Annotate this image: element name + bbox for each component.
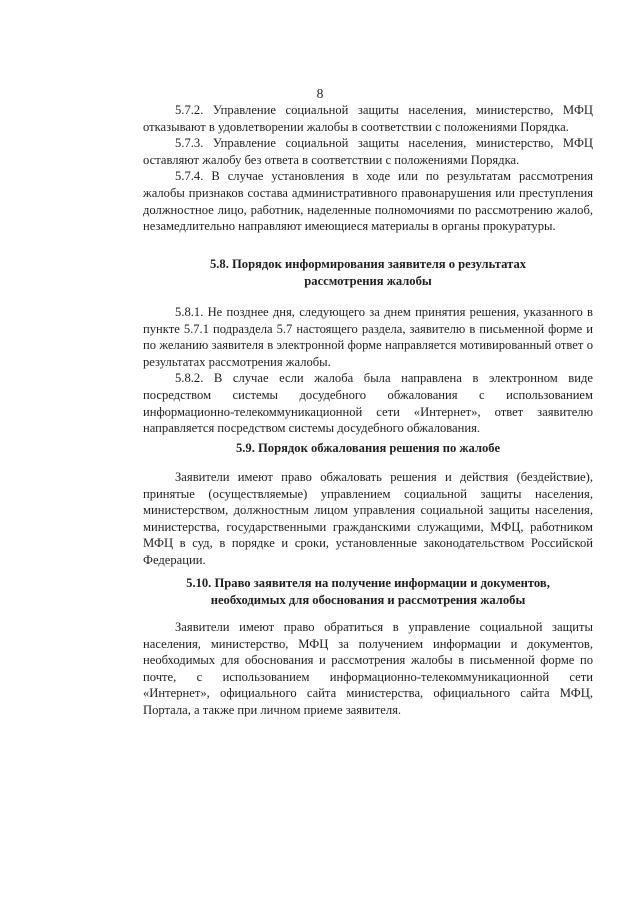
section-5-9-heading: 5.9. Порядок обжалования решения по жалобе [235, 441, 501, 455]
section-5-8-heading-line1: 5.8. Порядок информирования заявителя о результатах [209, 257, 527, 271]
section-5-8-heading [143, 256, 593, 289]
paragraph-5-8-1: 5.8.1. Не позднее дня, следующего за днем принятия решения, указанного в пункте 5.7.1 подраздела 5.7 настоящего раздела, заявителю в письменной форме и по желанию заявителя в электронной форме направляется мотивированный ответ о результатах рассмотрения жалобы. [143, 305, 593, 369]
paragraph-5-7-2: 5.7.2. Управление социальной защиты населения, министерство, МФЦ отказывают в удовлетворении жалобы в соответствии с положениями Порядка. [143, 103, 593, 134]
paragraph-5-8-2: 5.8.2. В случае если жалоба была направлена в электронном виде посредством системы досудебного обжалования с использованием информационно-телекоммуникационной сети «Интернет», ответ заявителю направляется посредством системы досудебного обжалования. [143, 371, 593, 436]
section-5-8-body [143, 304, 593, 437]
paragraph-5-9: Заявители имеют право обжаловать решения и действия (бездействие), принятые (осуществляемые) управлением социальной защиты населения, министерством, должностным лицом управления социальной защиты населения, министерства, государственными гражданскими служащими, МФЦ, работником МФЦ в суд, в порядке и сроки, установленные законодательством Российской Федерации. [143, 470, 593, 567]
section-5-7-continued [143, 102, 593, 235]
section-5-8-heading-line2: рассмотрения жалобы [304, 273, 432, 288]
section-5-10-heading [143, 575, 593, 608]
page-number: 8 [316, 86, 324, 101]
section-5-10-body [143, 619, 593, 719]
section-5-9-body [143, 469, 593, 569]
paragraph-5-7-3: 5.7.3. Управление социальной защиты населения, министерство, МФЦ оставляют жалобу без ответа в соответствии с положениями Порядка. [143, 136, 593, 167]
paragraph-5-10: Заявители имеют право обратиться в управление социальной защиты населения, министерство, МФЦ за получением информации и документов, необходимых для обоснования и рассмотрения жалобы в письменной форме по почте, с использованием информационно-телекоммуникационной сети «Интернет», официального сайта министерства, официального сайта МФЦ, Портала, а также при личном приеме заявителя. [143, 620, 593, 717]
paragraph-5-7-4: 5.7.4. В случае установления в ходе или по результатам рассмотрения жалобы признаков состава административного правонарушения или преступления должностное лицо, работник, наделенные полномочиями по рассмотрению жалоб, незамедлительно направляют имеющиеся материалы в органы прокуратуры. [143, 169, 593, 234]
section-5-10-heading-line2: необходимых для обоснования и рассмотрения жалобы [210, 592, 526, 607]
section-5-10-heading-line1: 5.10. Право заявителя на получение информации и документов, [186, 576, 550, 590]
